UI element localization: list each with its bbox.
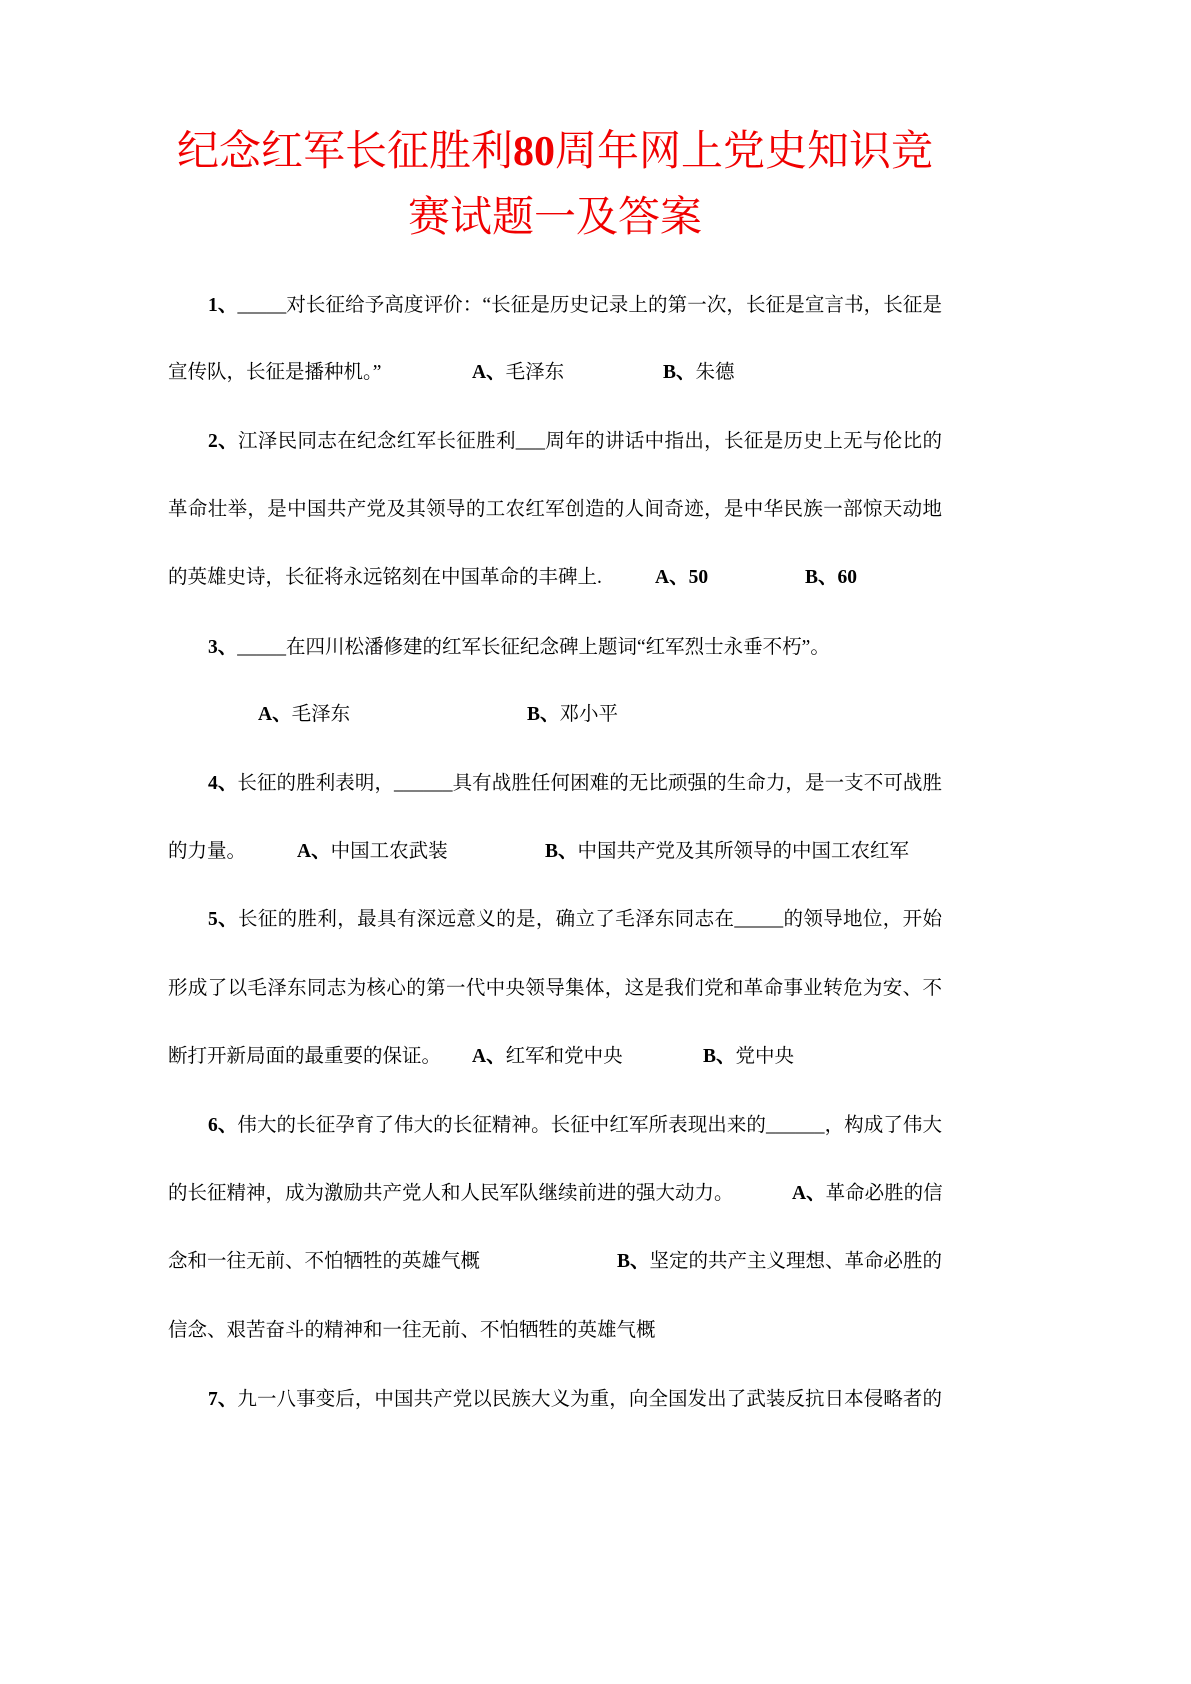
title-text-end: 周年网上党史知识竞 — [555, 129, 934, 175]
option-text: 革命必胜的信 — [825, 1183, 943, 1204]
option-label: B、 — [663, 362, 696, 383]
question-5-line-3: 断打开新局面的最重要的保证。 — [168, 1046, 442, 1067]
option-text: 党中央 — [735, 1046, 795, 1067]
question-4-option-a — [297, 835, 448, 869]
question-3-line-1 — [208, 631, 830, 665]
option-text: 邓小平 — [559, 704, 619, 725]
question-4-option-b — [545, 835, 909, 869]
option-text: 60 — [837, 567, 858, 588]
option-text: 朱德 — [695, 362, 735, 383]
question-5-line-1 — [208, 903, 942, 937]
option-text: 中国共产党及其所领导的中国工农红军 — [577, 841, 910, 862]
question-4-line-2: 的力量。 — [168, 841, 247, 862]
document-title-line-1 — [168, 119, 942, 185]
option-label: A、 — [792, 1183, 826, 1204]
question-2-line-3: 的英雄史诗，长征将永远铭刻在中国革命的丰碑上. — [168, 567, 602, 588]
option-text: 毛泽东 — [291, 704, 351, 725]
option-label: A、 — [297, 841, 331, 862]
question-7-text: 九一八事变后，中国共产党以民族大义为重，向全国发出了武装反抗日本侵略者的 — [237, 1389, 942, 1410]
question-5-option-b — [703, 1040, 794, 1074]
title-text-start: 纪念红军长征胜利 — [176, 129, 513, 175]
option-text: 红军和党中央 — [505, 1046, 623, 1067]
question-5-option-a — [472, 1040, 623, 1074]
document-title-line-2: 赛试题一及答案 — [407, 195, 702, 241]
option-label: A、 — [472, 362, 506, 383]
option-label: B、 — [703, 1046, 736, 1067]
question-3-option-a — [258, 698, 350, 732]
question-6-line-2: 的长征精神，成为激励共产党人和人民军队继续前进的强大动力。 — [168, 1183, 734, 1204]
question-2-option-a — [655, 561, 708, 595]
question-5-text: 长征的胜利，最具有深远意义的是，确立了毛泽东同志在_____的领导地位，开始 — [237, 909, 942, 930]
option-label: B、 — [527, 704, 560, 725]
question-5-line-2: 形成了以毛泽东同志为核心的第一代中央领导集体，这是我们党和革命事业转危为安、不 — [168, 978, 942, 999]
question-3-number: 3、 — [208, 637, 238, 658]
question-4-text: 长征的胜利表明，______具有战胜任何困难的无比顽强的生命力，是一支不可战胜 — [237, 773, 942, 794]
option-text: 坚定的共产主义理想、革命必胜的 — [649, 1251, 943, 1272]
option-label: A、 — [258, 704, 292, 725]
question-6-number: 6、 — [208, 1115, 238, 1136]
question-2-line-2: 革命壮举，是中国共产党及其领导的工农红军创造的人间奇迹，是中华民族一部惊天动地 — [168, 499, 942, 520]
option-label: A、 — [655, 567, 689, 588]
question-2-number: 2、 — [208, 431, 238, 452]
option-label: B、 — [545, 841, 578, 862]
question-6-line-1 — [208, 1109, 942, 1143]
question-7-number: 7、 — [208, 1389, 238, 1410]
question-1-line-2: 宣传队，长征是播种机。” — [168, 362, 382, 383]
question-2-option-b — [805, 561, 857, 595]
question-1-option-a — [472, 356, 564, 390]
question-4-line-1 — [208, 767, 942, 801]
question-6-option-a-continued: 念和一往无前、不怕牺牲的英雄气概 — [168, 1251, 481, 1272]
option-label: A、 — [472, 1046, 506, 1067]
option-text: 50 — [688, 567, 709, 588]
question-2-text: 江泽民同志在纪念红军长征胜利___周年的讲话中指出，长征是历史上无与伦比的 — [237, 431, 942, 452]
question-1-text: _____对长征给予高度评价：“长征是历史记录上的第一次，长征是宣言书，长征是 — [237, 295, 942, 316]
question-2-line-1 — [208, 425, 942, 459]
question-4-number: 4、 — [208, 773, 238, 794]
title-number: 80 — [513, 129, 555, 175]
question-3-option-b — [527, 698, 618, 732]
question-1-number: 1、 — [208, 295, 238, 316]
question-3-text: _____在四川松潘修建的红军长征纪念碑上题词“红军烈士永垂不朽”。 — [237, 637, 830, 658]
option-label: B、 — [805, 567, 838, 588]
question-7-line-1 — [208, 1383, 942, 1417]
option-label: B、 — [617, 1251, 650, 1272]
question-6-option-b — [617, 1245, 942, 1279]
question-1-option-b — [663, 356, 735, 390]
option-text: 中国工农武装 — [330, 841, 448, 862]
option-text: 毛泽东 — [505, 362, 565, 383]
question-6-option-a — [792, 1177, 943, 1211]
question-5-number: 5、 — [208, 909, 238, 930]
question-6-option-b-continued: 信念、艰苦奋斗的精神和一往无前、不怕牺牲的英雄气概 — [168, 1320, 656, 1341]
question-6-text: 伟大的长征孕育了伟大的长征精神。长征中红军所表现出来的______，构成了伟大 — [237, 1115, 942, 1136]
question-1-line-1 — [208, 289, 942, 323]
